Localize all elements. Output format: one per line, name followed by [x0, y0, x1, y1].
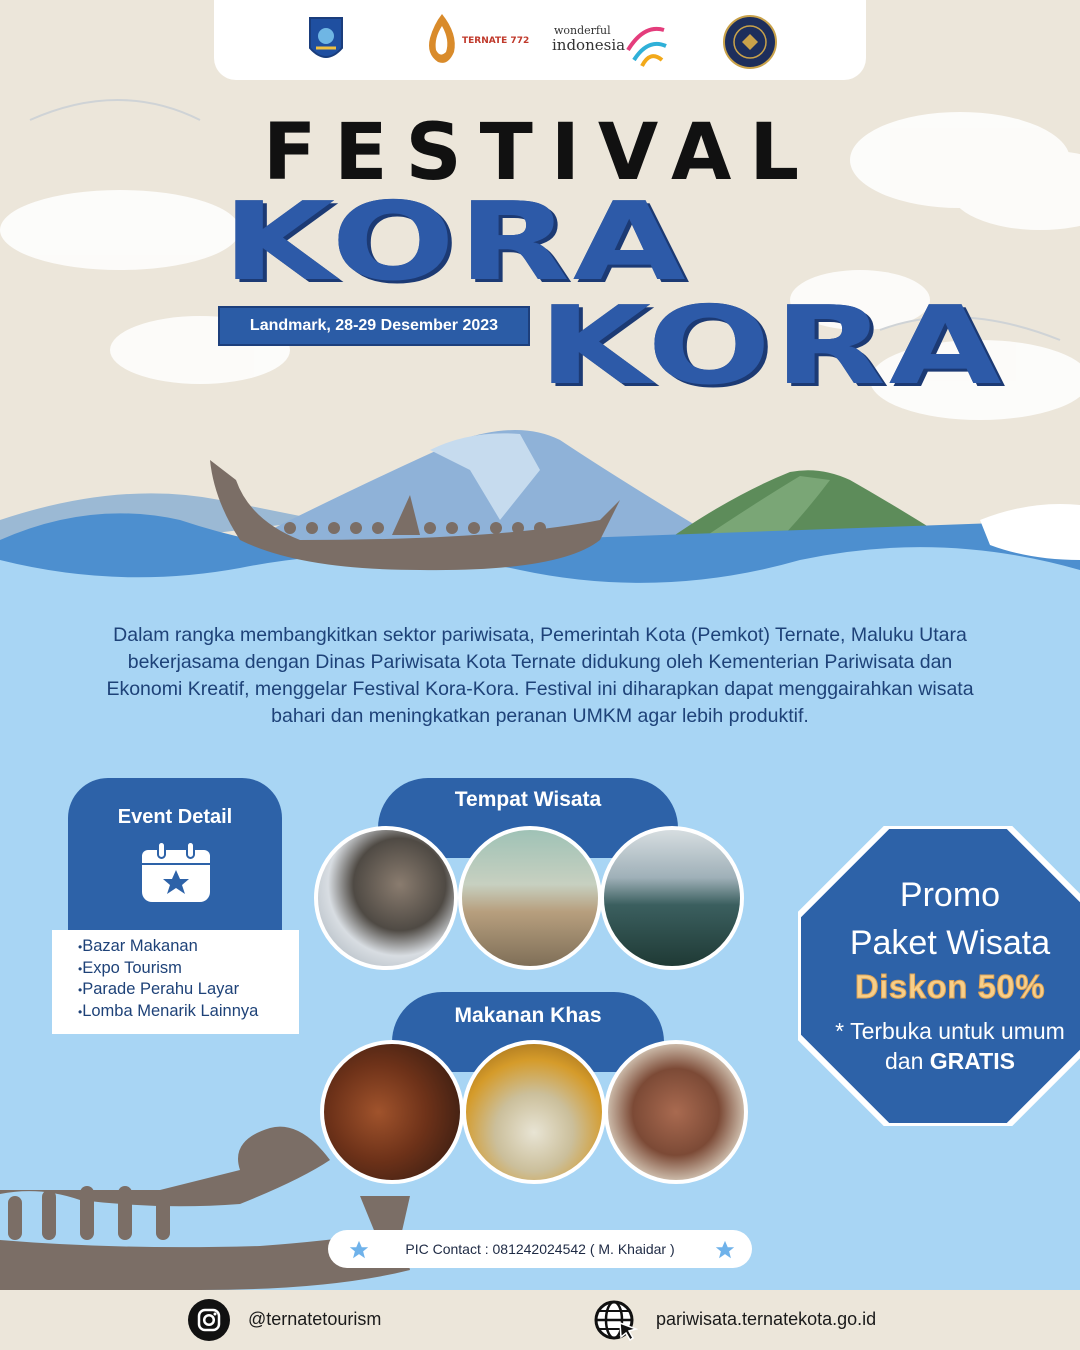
event-date-badge	[218, 306, 530, 346]
promo-discount: Diskon 50%	[854, 968, 1046, 1005]
instagram-handle-link[interactable]: @ternatetourism	[248, 1309, 382, 1329]
food-photo-grilled-fish	[320, 1040, 464, 1184]
regional-emblem-icon	[306, 14, 346, 68]
instagram-icon[interactable]	[188, 1299, 230, 1341]
tourism-photo-lake	[600, 826, 744, 970]
makanan-khas-header: Makanan Khas	[392, 992, 664, 1072]
festival-description: Dalam rangka membangkitkan sektor pariwisata, Pemerintah Kota (Pemkot) Ternate, Maluku Utara bekerjasama dengan Dinas Pariwisata Kota Ternate didukung oleh Kementerian Pariwisata dan Ekonomi Kreatif, menggelar Festival Kora-Kora. Festival ini diharapkan dapat menggairahkan wisata bahari dan meningkatkan peranan UMKM agar lebih produktif.	[106, 624, 974, 727]
promo-line-5	[800, 1048, 1080, 1075]
website-link[interactable]: pariwisata.ternatekota.go.id	[656, 1309, 877, 1329]
event-date-text: Landmark, 28-29 Desember 2023	[249, 317, 499, 334]
event-detail-list	[52, 930, 299, 1034]
event-detail-title: Event Detail	[117, 806, 233, 828]
promo-line-4: * Terbuka untuk umum	[835, 1018, 1065, 1044]
list-item: • Lomba Menarik Lainnya	[78, 1001, 299, 1023]
promo-line-5-prefix: dan	[885, 1048, 930, 1074]
kora-title-1: KORA	[222, 180, 689, 305]
kora-title-2: KORA	[538, 284, 1005, 409]
list-item: • Bazar Makanan	[78, 936, 299, 958]
ternate-anniversary-logo-icon	[424, 12, 460, 68]
pic-contact-text: PIC Contact : 081242024542 ( M. Khaidar )	[405, 1241, 675, 1257]
wonderful-indonesia-mark-icon	[624, 20, 670, 68]
ternate-anniversary-label: TERNATE 772	[462, 36, 530, 46]
ministry-seal-icon	[722, 14, 778, 70]
tourism-photo-landscape	[458, 826, 602, 970]
list-item: • Expo Tourism	[78, 958, 299, 980]
promo-free-label: GRATIS	[929, 1048, 1015, 1074]
calendar-star-icon	[140, 840, 212, 904]
star-icon-right	[714, 1239, 736, 1261]
promo-line-2: Paket Wisata	[849, 924, 1051, 962]
indonesia-label: indonesia	[552, 36, 626, 54]
festival-title: FESTIVAL	[262, 108, 818, 198]
food-photo-stir-fry	[604, 1040, 748, 1184]
promo-line-1: Promo	[899, 876, 1001, 914]
globe-cursor-icon[interactable]	[594, 1299, 638, 1341]
tempat-wisata-header: Tempat Wisata	[378, 778, 678, 858]
list-item: • Parade Perahu Layar	[78, 979, 299, 1001]
wonderful-label: wonderful	[554, 24, 611, 37]
tourism-photo-volcano	[314, 826, 458, 970]
food-photo-papeda	[462, 1040, 606, 1184]
footer	[0, 1290, 1080, 1350]
